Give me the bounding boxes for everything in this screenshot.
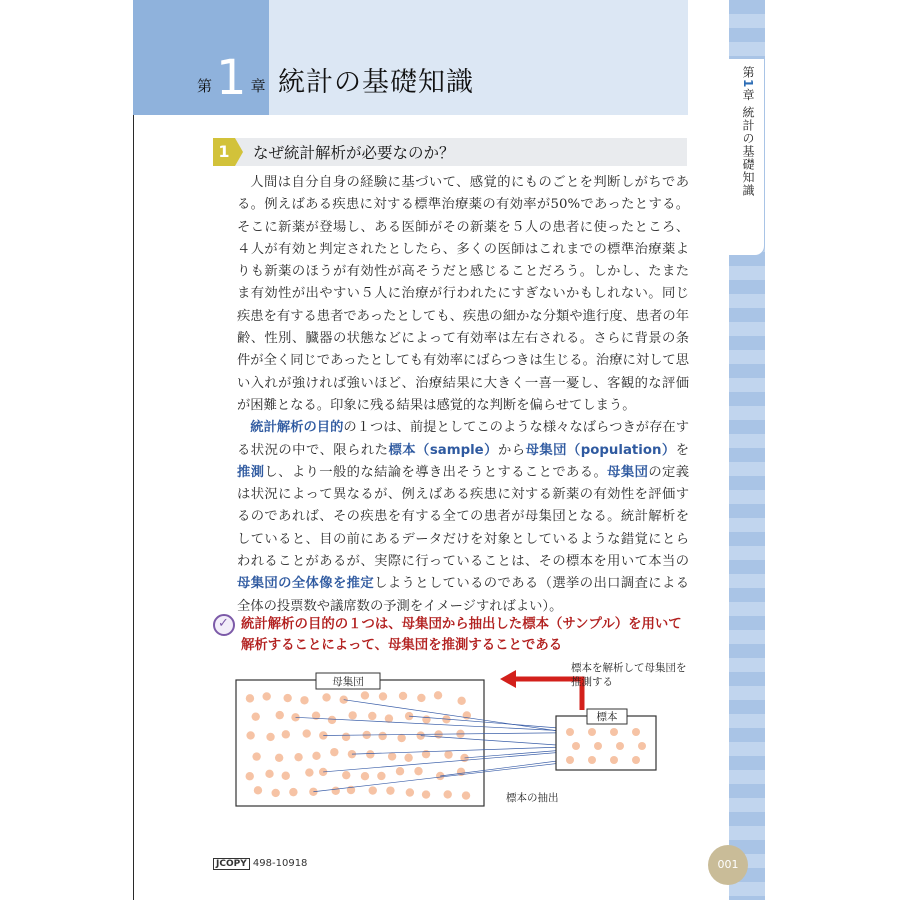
- chapter-title: 統計の基礎知識: [278, 67, 474, 98]
- sample-dot: [566, 756, 574, 764]
- sample-dot: [594, 742, 602, 750]
- callout-text: 統計解析の目的の１つは、母集団から抽出した標本（サンプル）を用いて解析することによって、母集団を推測することである: [241, 617, 682, 653]
- pen-check-icon: ✓: [213, 614, 235, 636]
- sample-dot: [588, 728, 596, 736]
- text-run: を: [675, 442, 690, 458]
- keyword: 母集団（population）: [525, 442, 676, 458]
- population-dot: [294, 753, 302, 761]
- sample-dot: [566, 728, 574, 736]
- population-dot: [399, 692, 407, 700]
- population-dot: [422, 715, 430, 723]
- population-dot: [404, 754, 412, 762]
- population-dot: [328, 716, 336, 724]
- population-dot: [266, 733, 274, 741]
- sample-dot: [610, 728, 618, 736]
- text-run: し、より一般的な結論を導き出そうとすることである。: [264, 464, 608, 480]
- keyword: 統計解析の目的: [250, 420, 344, 436]
- population-dot: [417, 694, 425, 702]
- side-tab-title: 統計の基礎知識: [741, 106, 755, 198]
- chapter-number-block: [197, 50, 266, 106]
- population-dot: [406, 788, 414, 796]
- paragraph-1: 人間は自分自身の経験に基づいて、感覚的にものごとを判断しがちである。例えばある疾患に対する標準治療薬の有効率が50%であったとする。そこに新薬が登場し、ある医師がその新薬を５人の患者に使ったところ、４人が有効と判定されたとしたら、多くの医師はこれまでの標準治療薬よりも新薬のほうが有効性が高そうだと感じることだろう。しかし、たまたま有効性が出やすい５人に治療が行われたにすぎないかもしれない。同じ疾患を有する患者であったとしても、疾患の細かな分類や進行度、患者の年齢、性別、臓器の状態などによって有効率は左右される。さらに背景の条件が全く同じであったとしても有効率にばらつきは生じる。治療に対して思い入れが強ければ強いほど、治療結果に大きく一喜一憂し、客観的な評価が困難となる。印象に残る結果は感覚的な判断を偏らせてしまう。: [237, 175, 689, 413]
- chapter-prefix: 第: [197, 77, 213, 95]
- population-dot: [254, 786, 262, 794]
- population-dot: [252, 712, 260, 720]
- sample-dot: [632, 756, 640, 764]
- footer-code: 498-10918: [252, 858, 308, 869]
- text-run: の定義は状況によって異なるが、例えばある疾患に対する新薬の有効性を評価するのであれば、その疾患を有する全ての患者が母集団となる。統計解析をしていると、目の前にあるデータだけを対象としているような錯覚にとらわれることがあるが、実際に行っていることは、その標本を用いて本当の: [237, 464, 690, 570]
- population-dot: [361, 772, 369, 780]
- population-dot: [361, 691, 369, 699]
- paragraph-2: [237, 417, 689, 618]
- population-dot: [366, 750, 374, 758]
- population-dot: [305, 768, 313, 776]
- population-dot: [378, 732, 386, 740]
- population-dot: [300, 696, 308, 704]
- population-dot: [276, 711, 284, 719]
- chapter-suffix: 章: [250, 77, 266, 95]
- jcopy-logo: JCOPY: [213, 858, 250, 870]
- population-dot: [246, 731, 254, 739]
- side-tab-number: 1: [741, 79, 755, 89]
- page-number: 001: [708, 845, 748, 885]
- sample-dot: [616, 742, 624, 750]
- population-dot: [348, 711, 356, 719]
- sample-label: 標本: [596, 711, 618, 723]
- population-dot: [388, 752, 396, 760]
- footer-copyright: [213, 858, 307, 869]
- sample-dot: [632, 728, 640, 736]
- keyword: 推測: [237, 464, 265, 480]
- population-dot: [386, 786, 394, 794]
- population-dot: [342, 733, 350, 741]
- population-dot: [246, 694, 254, 702]
- population-dot: [444, 790, 452, 798]
- population-dot: [303, 729, 311, 737]
- population-dot: [379, 692, 387, 700]
- keyword: 母集団の全体像を推定: [237, 576, 375, 592]
- population-dot: [414, 767, 422, 775]
- text-run: しようとしているのである（選挙の出口調査による全体の投票数や議席数の予測をイメージすればよい）。: [237, 576, 690, 614]
- population-label: 母集団: [332, 676, 364, 688]
- population-dot: [271, 789, 279, 797]
- infer-label-line1: 標本を解析して母集団を: [571, 662, 687, 674]
- sample-dot: [610, 756, 618, 764]
- section-arrow-icon: [235, 138, 243, 166]
- population-dot: [282, 730, 290, 738]
- population-dot: [330, 748, 338, 756]
- section-title: なぜ統計解析が必要なのか？: [253, 144, 455, 162]
- population-dot: [246, 772, 254, 780]
- population-dot: [265, 770, 273, 778]
- population-dot: [282, 772, 290, 780]
- text-run: から: [497, 442, 526, 458]
- population-dot: [252, 752, 260, 760]
- body-text: [237, 172, 689, 618]
- sample-dot: [638, 742, 646, 750]
- chapter-number: 1: [216, 50, 247, 106]
- population-dot: [262, 692, 270, 700]
- infer-label-line2: 推測する: [571, 676, 613, 688]
- population-dot: [434, 691, 442, 699]
- population-dot: [342, 771, 350, 779]
- population-dot: [422, 790, 430, 798]
- population-dot: [332, 787, 340, 795]
- sample-dot: [572, 742, 580, 750]
- extract-label: 標本の抽出: [506, 792, 559, 804]
- population-dot: [289, 788, 297, 796]
- population-dot: [312, 752, 320, 760]
- population-dot: [275, 754, 283, 762]
- population-dot: [444, 750, 452, 758]
- population-dot: [322, 693, 330, 701]
- population-dot: [369, 786, 377, 794]
- population-dot: [283, 694, 291, 702]
- side-tab-suffix: 章: [741, 88, 755, 102]
- keyword: 母集団: [607, 464, 649, 480]
- population-dot: [397, 734, 405, 742]
- population-dot: [368, 712, 376, 720]
- section-number: 1: [213, 138, 235, 166]
- population-dot: [377, 772, 385, 780]
- population-dot: [457, 697, 465, 705]
- sample-dot: [588, 756, 596, 764]
- side-tab-prefix: 第: [741, 66, 755, 79]
- population-dot: [396, 767, 404, 775]
- population-box: [236, 680, 484, 806]
- population-sample-diagram: [230, 660, 690, 810]
- text-run: の１つは、前提としてこのような様々なばらつきが存在する状況の中で、限られた: [237, 420, 689, 458]
- population-dot: [462, 791, 470, 799]
- side-tab-label: [735, 66, 757, 197]
- keyword: 標本（sample）: [388, 442, 498, 458]
- infer-arrow-head: [500, 670, 516, 688]
